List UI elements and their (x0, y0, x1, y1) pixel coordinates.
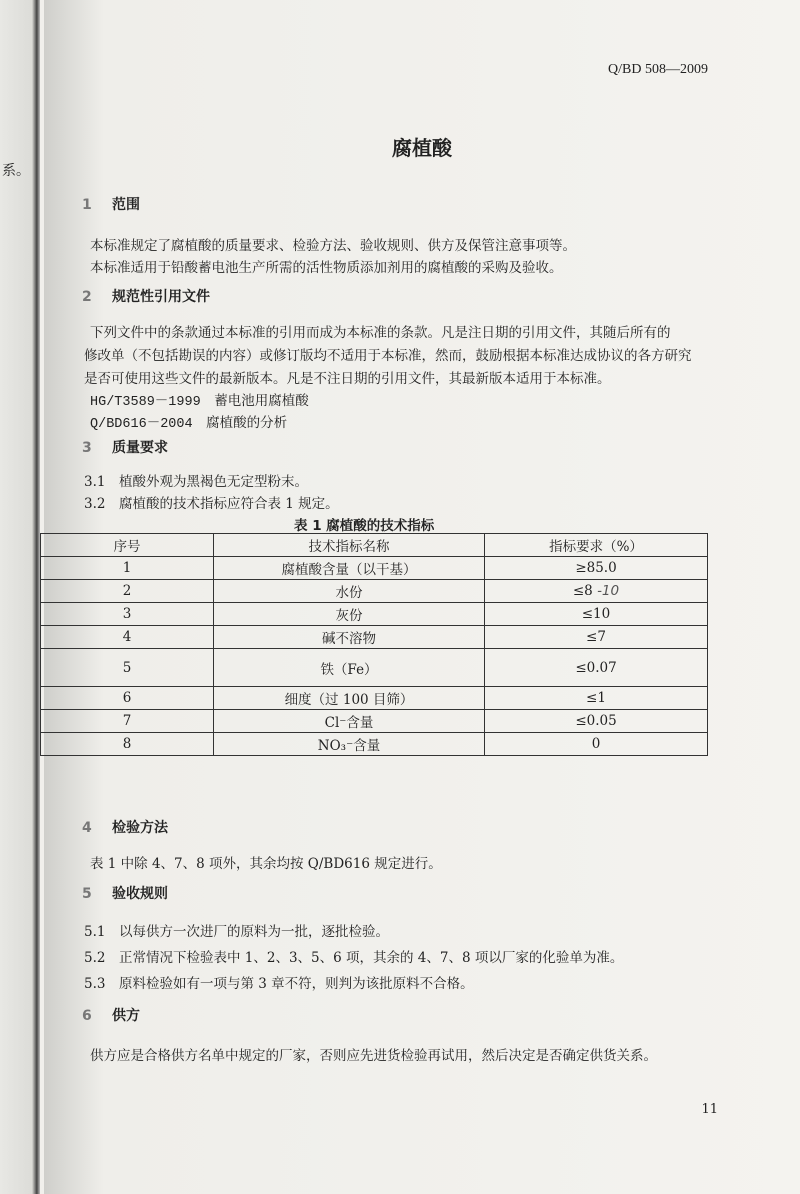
table-cell: 2 (82, 289, 92, 305)
table-cell: 1 (41, 557, 214, 580)
table-row (41, 603, 708, 626)
paragraph: 本标准规定了腐植酸的质量要求、检验方法、验收规则、供方及保管注意事项等。 (90, 238, 576, 254)
reference: Q/BD616－2004 腐植酸的分析 (90, 417, 288, 432)
table-cell: 8 (41, 733, 214, 756)
table-header-row (41, 534, 708, 557)
paragraph: 修改单（不包括勘误的内容）或修订版均不适用于本标准，然而，鼓励根据本标准达成协议的各方研究 (84, 348, 692, 364)
table-cell: 碱不溶物 (214, 626, 485, 649)
table-cell: 验收规则 (112, 886, 168, 902)
table-cell: 技术指标名称 (214, 534, 485, 557)
paragraph: 3.2 腐植酸的技术指标应符合表 1 规定。 (84, 496, 339, 512)
table-row (41, 649, 708, 687)
table-cell: Cl⁻含量 (214, 710, 485, 733)
paragraph: 是否可使用这些文件的最新版本。凡是不注日期的引用文件，其最新版本适用于本标准。 (84, 371, 611, 387)
table-cell: ≤10 (485, 603, 708, 626)
table-cell: 6 (82, 1008, 92, 1024)
reference: HG/T3589－1999 蓄电池用腐植酸 (90, 395, 309, 410)
table-cell: 水份 (214, 580, 485, 603)
table-cell: 检验方法 (112, 820, 168, 836)
table-row (41, 557, 708, 580)
paragraph: 5.2 正常情况下检验表中 1、2、3、5、6 项，其余的 4、7、8 项以厂家的化验单为准。 (84, 950, 624, 966)
table-cell: 1 (82, 197, 92, 213)
table-cell: ≤8 (572, 583, 593, 599)
handwritten-note: -10 (597, 583, 620, 599)
section-heading (82, 883, 168, 903)
table-cell: 5 (82, 886, 92, 902)
adjacent-page-edge (0, 0, 40, 1194)
adjacent-page-fragment: 系。 (2, 163, 30, 179)
table-cell: 灰份 (214, 603, 485, 626)
table-cell: NO₃⁻含量 (214, 733, 485, 756)
table-row (41, 687, 708, 710)
table-row (41, 733, 708, 756)
table-cell: 序号 (41, 534, 214, 557)
paragraph: 3.1 植酸外观为黑褐色无定型粉末。 (84, 474, 308, 490)
table-cell: ≤0.05 (485, 710, 708, 733)
table-cell: 2 (41, 580, 214, 603)
table-cell: 3 (82, 440, 92, 456)
table-cell: 细度（过 100 目筛） (214, 687, 485, 710)
table-cell: 6 (41, 687, 214, 710)
table-row (41, 710, 708, 733)
table-cell: ≥85.0 (485, 557, 708, 580)
table-caption: 表 1 腐植酸的技术指标 (294, 518, 435, 534)
section-heading (82, 1005, 140, 1025)
table-cell: 7 (41, 710, 214, 733)
table-cell: ≤1 (485, 687, 708, 710)
standard-number: Q/BD 508—2009 (608, 62, 708, 77)
spec-table (40, 533, 708, 756)
paragraph: 供方应是合格供方名单中规定的厂家，否则应先进货检验再试用，然后决定是否确定供货关系。 (90, 1048, 657, 1064)
section-heading (82, 817, 168, 837)
table-cell: ≤0.07 (485, 649, 708, 687)
table-cell: 4 (82, 820, 92, 836)
paragraph: 表 1 中除 4、7、8 项外，其余均按 Q/BD616 规定进行。 (90, 856, 442, 872)
paragraph: 下列文件中的条款通过本标准的引用而成为本标准的条款。凡是注日期的引用文件，其随后所有的 (90, 325, 671, 341)
table-cell: 腐植酸含量（以干基） (214, 557, 485, 580)
section-heading (82, 194, 140, 214)
paragraph: 5.1 以每供方一次进厂的原料为一批，逐批检验。 (84, 924, 389, 940)
table-cell: 4 (41, 626, 214, 649)
section-heading (82, 437, 168, 457)
section-heading (82, 286, 210, 306)
table-cell: 0 (485, 733, 708, 756)
table-row (41, 626, 708, 649)
table-cell: 规范性引用文件 (112, 289, 210, 305)
table-cell: 范围 (112, 197, 140, 213)
table-cell: 3 (41, 603, 214, 626)
table-cell: 铁（Fe） (214, 649, 485, 687)
document-title: 腐植酸 (392, 136, 452, 160)
paragraph: 5.3 原料检验如有一项与第 3 章不符，则判为该批原料不合格。 (84, 976, 474, 992)
page-number: 11 (701, 1102, 718, 1117)
table-cell: 供方 (112, 1008, 140, 1024)
table-cell: ≤7 (485, 626, 708, 649)
table-cell: 指标要求（%） (485, 534, 708, 557)
table-cell: 5 (41, 649, 214, 687)
document-page (44, 0, 800, 1194)
table-row (41, 580, 708, 603)
paragraph: 本标准适用于铅酸蓄电池生产所需的活性物质添加剂用的腐植酸的采购及验收。 (90, 260, 563, 276)
table-cell: 质量要求 (112, 440, 168, 456)
